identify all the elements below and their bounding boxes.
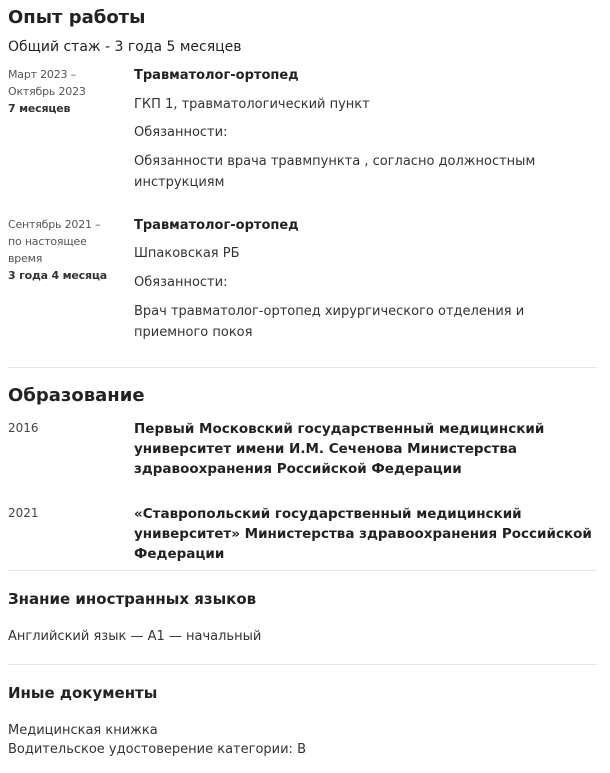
education-title: Образование	[8, 385, 145, 406]
experience-total: Общий стаж - 3 года 5 месяцев	[8, 39, 242, 55]
job-duration: 7 месяцев	[8, 102, 71, 115]
document-item: Водительское удостоверение категории: B	[8, 742, 306, 757]
job-position: Травматолог-ортопед	[134, 218, 299, 233]
education-year: 2021	[8, 506, 39, 520]
job-period	[8, 216, 107, 284]
job-duration: 3 года 4 месяца	[8, 269, 108, 282]
languages-title: Знание иностранных языков	[8, 590, 257, 608]
language-item: Английский язык — A1 — начальный	[8, 629, 262, 644]
education-institution: «Ставропольский государственный медицинский университет» Министерства здравоохранения Российской Федерации	[134, 506, 592, 562]
job-company: Шпаковская РБ	[134, 246, 240, 261]
job-period-end: по настоящее	[8, 235, 87, 248]
job-period-start: Сентябрь 2021 –	[8, 218, 101, 231]
job-period-end-cont: время	[8, 252, 43, 265]
education-year: 2016	[8, 421, 39, 435]
section-divider	[8, 367, 597, 368]
documents-title: Иные документы	[8, 684, 158, 702]
education-institution: Первый Московский государственный медицинский университет имени И.М. Сеченова Министерства здравоохранения Российской Федерации	[134, 421, 545, 477]
job-period	[8, 66, 86, 117]
job-duties: Врач травматолог-ортопед хирургического отделения и приемного покоя	[134, 304, 525, 340]
job-period-start: Март 2023 –	[8, 68, 76, 81]
experience-title: Опыт работы	[8, 7, 146, 28]
section-divider	[8, 664, 597, 665]
document-item: Медицинская книжка	[8, 723, 158, 738]
section-divider	[8, 570, 597, 571]
job-duties-label: Обязанности:	[134, 125, 228, 140]
job-period-end: Октябрь 2023	[8, 85, 86, 98]
job-company: ГКП 1, травматологический пункт	[134, 97, 370, 112]
job-duties-label: Обязанности:	[134, 275, 228, 290]
job-duties: Обязанности врача травмпункта , согласно должностным инструкциям	[134, 154, 536, 190]
job-position: Травматолог-ортопед	[134, 68, 299, 83]
